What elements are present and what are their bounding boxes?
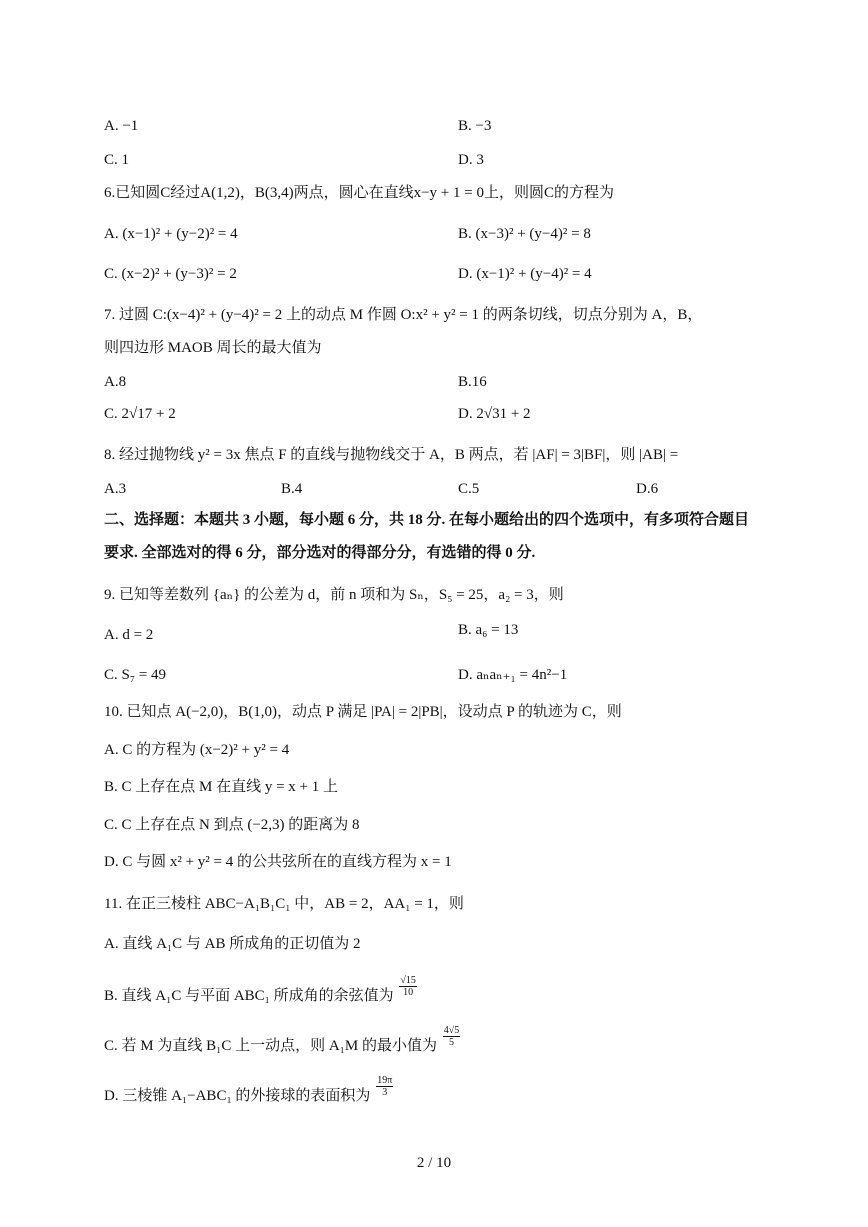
q11-option-b <box>104 975 417 1008</box>
q11-option-d-denominator: 3 <box>382 1087 388 1098</box>
q11-option-b-fraction <box>399 975 417 998</box>
q9-stem: 9. 已知等差数列 {aₙ} 的公差为 d，前 n 项和为 Sₙ，S₅ = 25，a₂ = 3，则 <box>104 587 564 603</box>
q11-option-b-denominator: 10 <box>403 987 414 998</box>
q9-option-d: D. aₙaₙ₊₁ = 4n²−1 <box>458 667 568 683</box>
section2-heading-line1: 二、选择题：本题共 3 小题，每小题 6 分，共 18 分. 在每小题给出的四个选项中，有多项符合题目 <box>104 512 750 528</box>
q10-stem: 10. 已知点 A(−2,0)，B(1,0)，动点 P 满足 |PA| = 2|PB|，设动点 P 的轨迹为 C，则 <box>104 704 622 720</box>
q8-option-b: B.4 <box>281 481 303 497</box>
q7-stem-line2: 则四边形 MAOB 周长的最大值为 <box>104 340 322 356</box>
q11-option-b-numerator: √15 <box>400 975 416 986</box>
q5-option-c: C. 1 <box>104 152 130 168</box>
q11-option-c-denominator: 5 <box>448 1037 454 1048</box>
q7-option-c: C. 2√17 + 2 <box>104 406 176 422</box>
q6-option-c: C. (x−2)² + (y−3)² = 2 <box>104 266 237 282</box>
q11-option-b-text: B. 直线 A₁C 与平面 ABC₁ 所成角的余弦值为 <box>104 987 394 1004</box>
q11-stem: 11. 在正三棱柱 ABC−A₁B₁C₁ 中，AB = 2，AA₁ = 1，则 <box>104 896 464 912</box>
q11-option-c-numerator: 4√5 <box>443 1025 460 1036</box>
q11-option-c <box>104 1025 460 1058</box>
q7-option-d: D. 2√31 + 2 <box>458 406 531 422</box>
q9-option-a: A. d = 2 <box>104 627 154 643</box>
q11-option-c-fraction <box>443 1025 461 1048</box>
q11-option-a: A. 直线 A₁C 与 AB 所成角的正切值为 2 <box>104 936 361 952</box>
q8-option-d: D.6 <box>636 481 659 497</box>
q7-stem-line1: 7. 过圆 C:(x−4)² + (y−4)² = 2 上的动点 M 作圆 O:x² + y² = 1 的两条切线，切点分别为 A，B， <box>104 307 703 323</box>
q11-option-d-text: D. 三棱锥 A₁−ABC₁ 的外接球的表面积为 <box>104 1087 371 1104</box>
q11-option-d-fraction <box>376 1075 393 1098</box>
q10-option-d: D. C 与圆 x² + y² = 4 的公共弦所在的直线方程为 x = 1 <box>104 854 452 870</box>
q9-option-b: B. a₆ = 13 <box>458 622 519 638</box>
q5-option-a: A. −1 <box>104 118 139 134</box>
q8-option-c: C.5 <box>458 481 480 497</box>
q9-option-c: C. S₇ = 49 <box>104 667 167 683</box>
q10-option-b: B. C 上存在点 M 在直线 y = x + 1 上 <box>104 779 339 795</box>
q8-option-a: A.3 <box>104 481 127 497</box>
q10-option-a: A. C 的方程为 (x−2)² + y² = 4 <box>104 742 290 758</box>
q6-stem: 6.已知圆C经过A(1,2)，B(3,4)两点，圆心在直线x−y + 1 = 0上，则圆C的方程为 <box>104 185 614 201</box>
q11-option-c-text: C. 若 M 为直线 B₁C 上一动点，则 A₁M 的最小值为 <box>104 1037 437 1054</box>
q6-option-a: A. (x−1)² + (y−2)² = 4 <box>104 226 238 242</box>
section2-heading-line2: 要求. 全部选对的得 6 分，部分选对的得部分分，有选错的得 0 分. <box>104 545 536 561</box>
q7-option-a: A.8 <box>104 374 127 390</box>
q5-option-b: B. −3 <box>458 118 492 134</box>
page-number: 2 / 10 <box>416 1155 452 1171</box>
q8-stem: 8. 经过抛物线 y² = 3x 焦点 F 的直线与抛物线交于 A，B 两点，若 |AF| = 3|BF|，则 |AB| = <box>104 447 679 463</box>
q5-option-d: D. 3 <box>458 152 484 168</box>
q6-option-d: D. (x−1)² + (y−4)² = 4 <box>458 266 592 282</box>
q6-option-b: B. (x−3)² + (y−4)² = 8 <box>458 226 591 242</box>
q10-option-c: C. C 上存在点 N 到点 (−2,3) 的距离为 8 <box>104 817 360 833</box>
q11-option-d-numerator: 19π <box>377 1075 393 1086</box>
q7-option-b: B.16 <box>458 374 487 390</box>
